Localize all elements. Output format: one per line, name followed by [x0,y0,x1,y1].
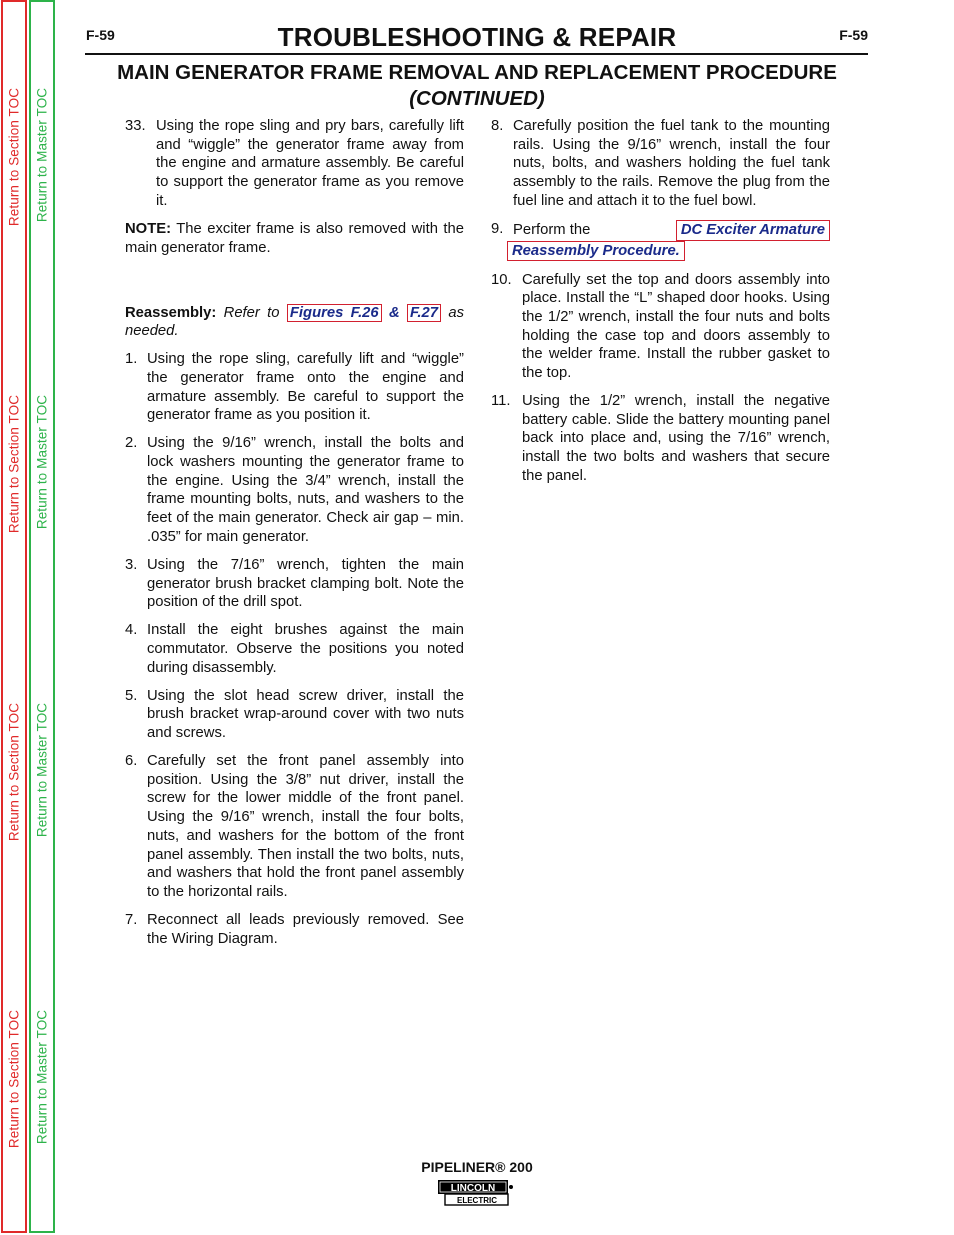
procedure-continued: (CONTINUED) [409,87,545,110]
step-text: Install the eight brushes against the main commutator. Observe the positions you noted during disassembly. [147,622,464,676]
step-number: 1. [125,351,138,368]
note [125,220,464,257]
procedure-title-text: MAIN GENERATOR FRAME REMOVAL AND REPLACEMENT PROCEDURE [117,61,837,84]
step-number: 10. [491,271,512,288]
page-number-left: F-59 [86,27,115,43]
step-text: Carefully set the top and doors assembly into place. Install the “L” shaped door hooks. Using the 1/2” wrench, install the four nuts and bolts holding the case top and doors assembly to the welder frame. Install the rubber gasket to the top. [522,271,830,382]
list-item [491,220,830,261]
list-item [125,350,464,425]
list-item [125,556,464,612]
step-text: Using the slot head screw driver, install the brush bracket wrap-around cover with two nuts and screws. [147,687,464,742]
return-to-master-toc-link[interactable]: Return to Master TOC [34,394,50,530]
step-number: 33. [125,118,146,134]
step-text: Using the rope sling, carefully lift and “wiggle” the generator frame onto the engine and armature assembly. Be careful to support the generator frame as you position it. [147,351,464,424]
reassembly-intro [125,304,464,341]
return-to-section-toc-link[interactable]: Return to Section TOC [6,1009,22,1149]
step-number: 8. [491,118,504,134]
procedure-title [60,60,894,112]
section-toc-bar [1,0,27,1233]
step-text: Using the 1/2” wrench, install the negative battery cable. Slide the battery mounting panel back into place and, using the 7/16” wrench, install the two bolts and washers that secure the panel. [522,393,830,484]
list-item [125,621,464,677]
page-number-right: F-59 [839,27,868,43]
list-item [491,271,830,383]
product-name: PIPELINER® 200 [421,1159,533,1175]
reassembly-procedure-link[interactable]: Reassembly Procedure. [507,241,685,262]
step-number: 5. [125,687,138,704]
step-text: Using the 9/16” wrench, install the bolts and lock washers mounting the generator frame to the engine. Using the 3/4” wrench, install the frame mounting bolts, nuts, and washers to the feet of the main generator. Check air gap – min. .035” for main generator. [147,435,464,545]
list-item [125,434,464,546]
list-item [491,392,830,486]
return-to-master-toc-link[interactable]: Return to Master TOC [34,1009,50,1145]
left-column [125,117,464,958]
logo-text-bottom: ELECTRIC [457,1196,497,1205]
reassembly-pre: Refer to [216,304,287,321]
step-text: Carefully position the fuel tank to the mounting rails. Using the 9/16” wrench, install the four nuts, bolts, and washers holding the fuel tank assembly to the rails. Remove the plug from the fuel line and attach it to the fuel bowl. [513,118,830,209]
return-to-section-toc-link[interactable]: Return to Section TOC [6,702,22,842]
step-number: 7. [125,911,138,928]
list-item [125,687,464,743]
list-item [491,117,830,211]
right-column [491,117,830,495]
step9-pre: Perform the [513,221,591,238]
reassembly-amp: & [381,304,408,321]
step-number: 4. [125,622,138,639]
note-text: The exciter frame is also removed with the main generator frame. [125,220,464,256]
master-toc-bar [29,0,55,1233]
list-item [125,911,464,948]
return-to-master-toc-link[interactable]: Return to Master TOC [34,87,50,223]
list-item [125,752,464,902]
return-to-master-toc-link[interactable]: Return to Master TOC [34,702,50,838]
dc-exciter-armature-link[interactable]: DC Exciter Armature [676,220,830,241]
list-item [125,117,464,211]
reassembly-post: as needed. [125,304,464,340]
step-number: 9. [491,220,504,237]
page-title: TROUBLESHOOTING & REPAIR [277,22,677,52]
figure-link-f27[interactable]: F.27 [407,304,441,322]
logo-text-top: LINCOLN [450,1183,496,1194]
step-text: Using the rope sling and pry bars, carefully lift and “wiggle” the generator frame away from the engine and armature assembly. Be careful to support the generator frame as you remove it. [156,118,464,209]
step-number: 3. [125,556,138,573]
step-text: Using the 7/16” wrench, tighten the main generator brush bracket clamping bolt. Note the position of the drill spot. [147,556,464,611]
return-to-section-toc-link[interactable]: Return to Section TOC [6,87,22,227]
step-number: 2. [125,435,138,452]
step-text [513,220,830,261]
lincoln-electric-logo [437,1179,515,1207]
note-label: NOTE: [125,220,172,237]
reassembly-label: Reassembly: [125,304,217,321]
header-divider [85,53,868,55]
step-text: Carefully set the front panel assembly into position. Using the 3/8” nut driver, install the screw for the lower middle of the front panel. Using the 9/16” wrench, install the four bolts, nuts, and washers for the bottom of the front panel assembly. Then install the two bolts, nuts, and washers that hold the front panel assembly to the horizontal rails. [147,753,464,900]
figure-link-f26[interactable]: Figures F.26 [287,304,382,322]
step-number: 6. [125,753,138,770]
return-to-section-toc-link[interactable]: Return to Section TOC [6,394,22,534]
step-text: Reconnect all leads previously removed. See the Wiring Diagram. [147,911,464,947]
step-number: 11. [491,393,511,410]
